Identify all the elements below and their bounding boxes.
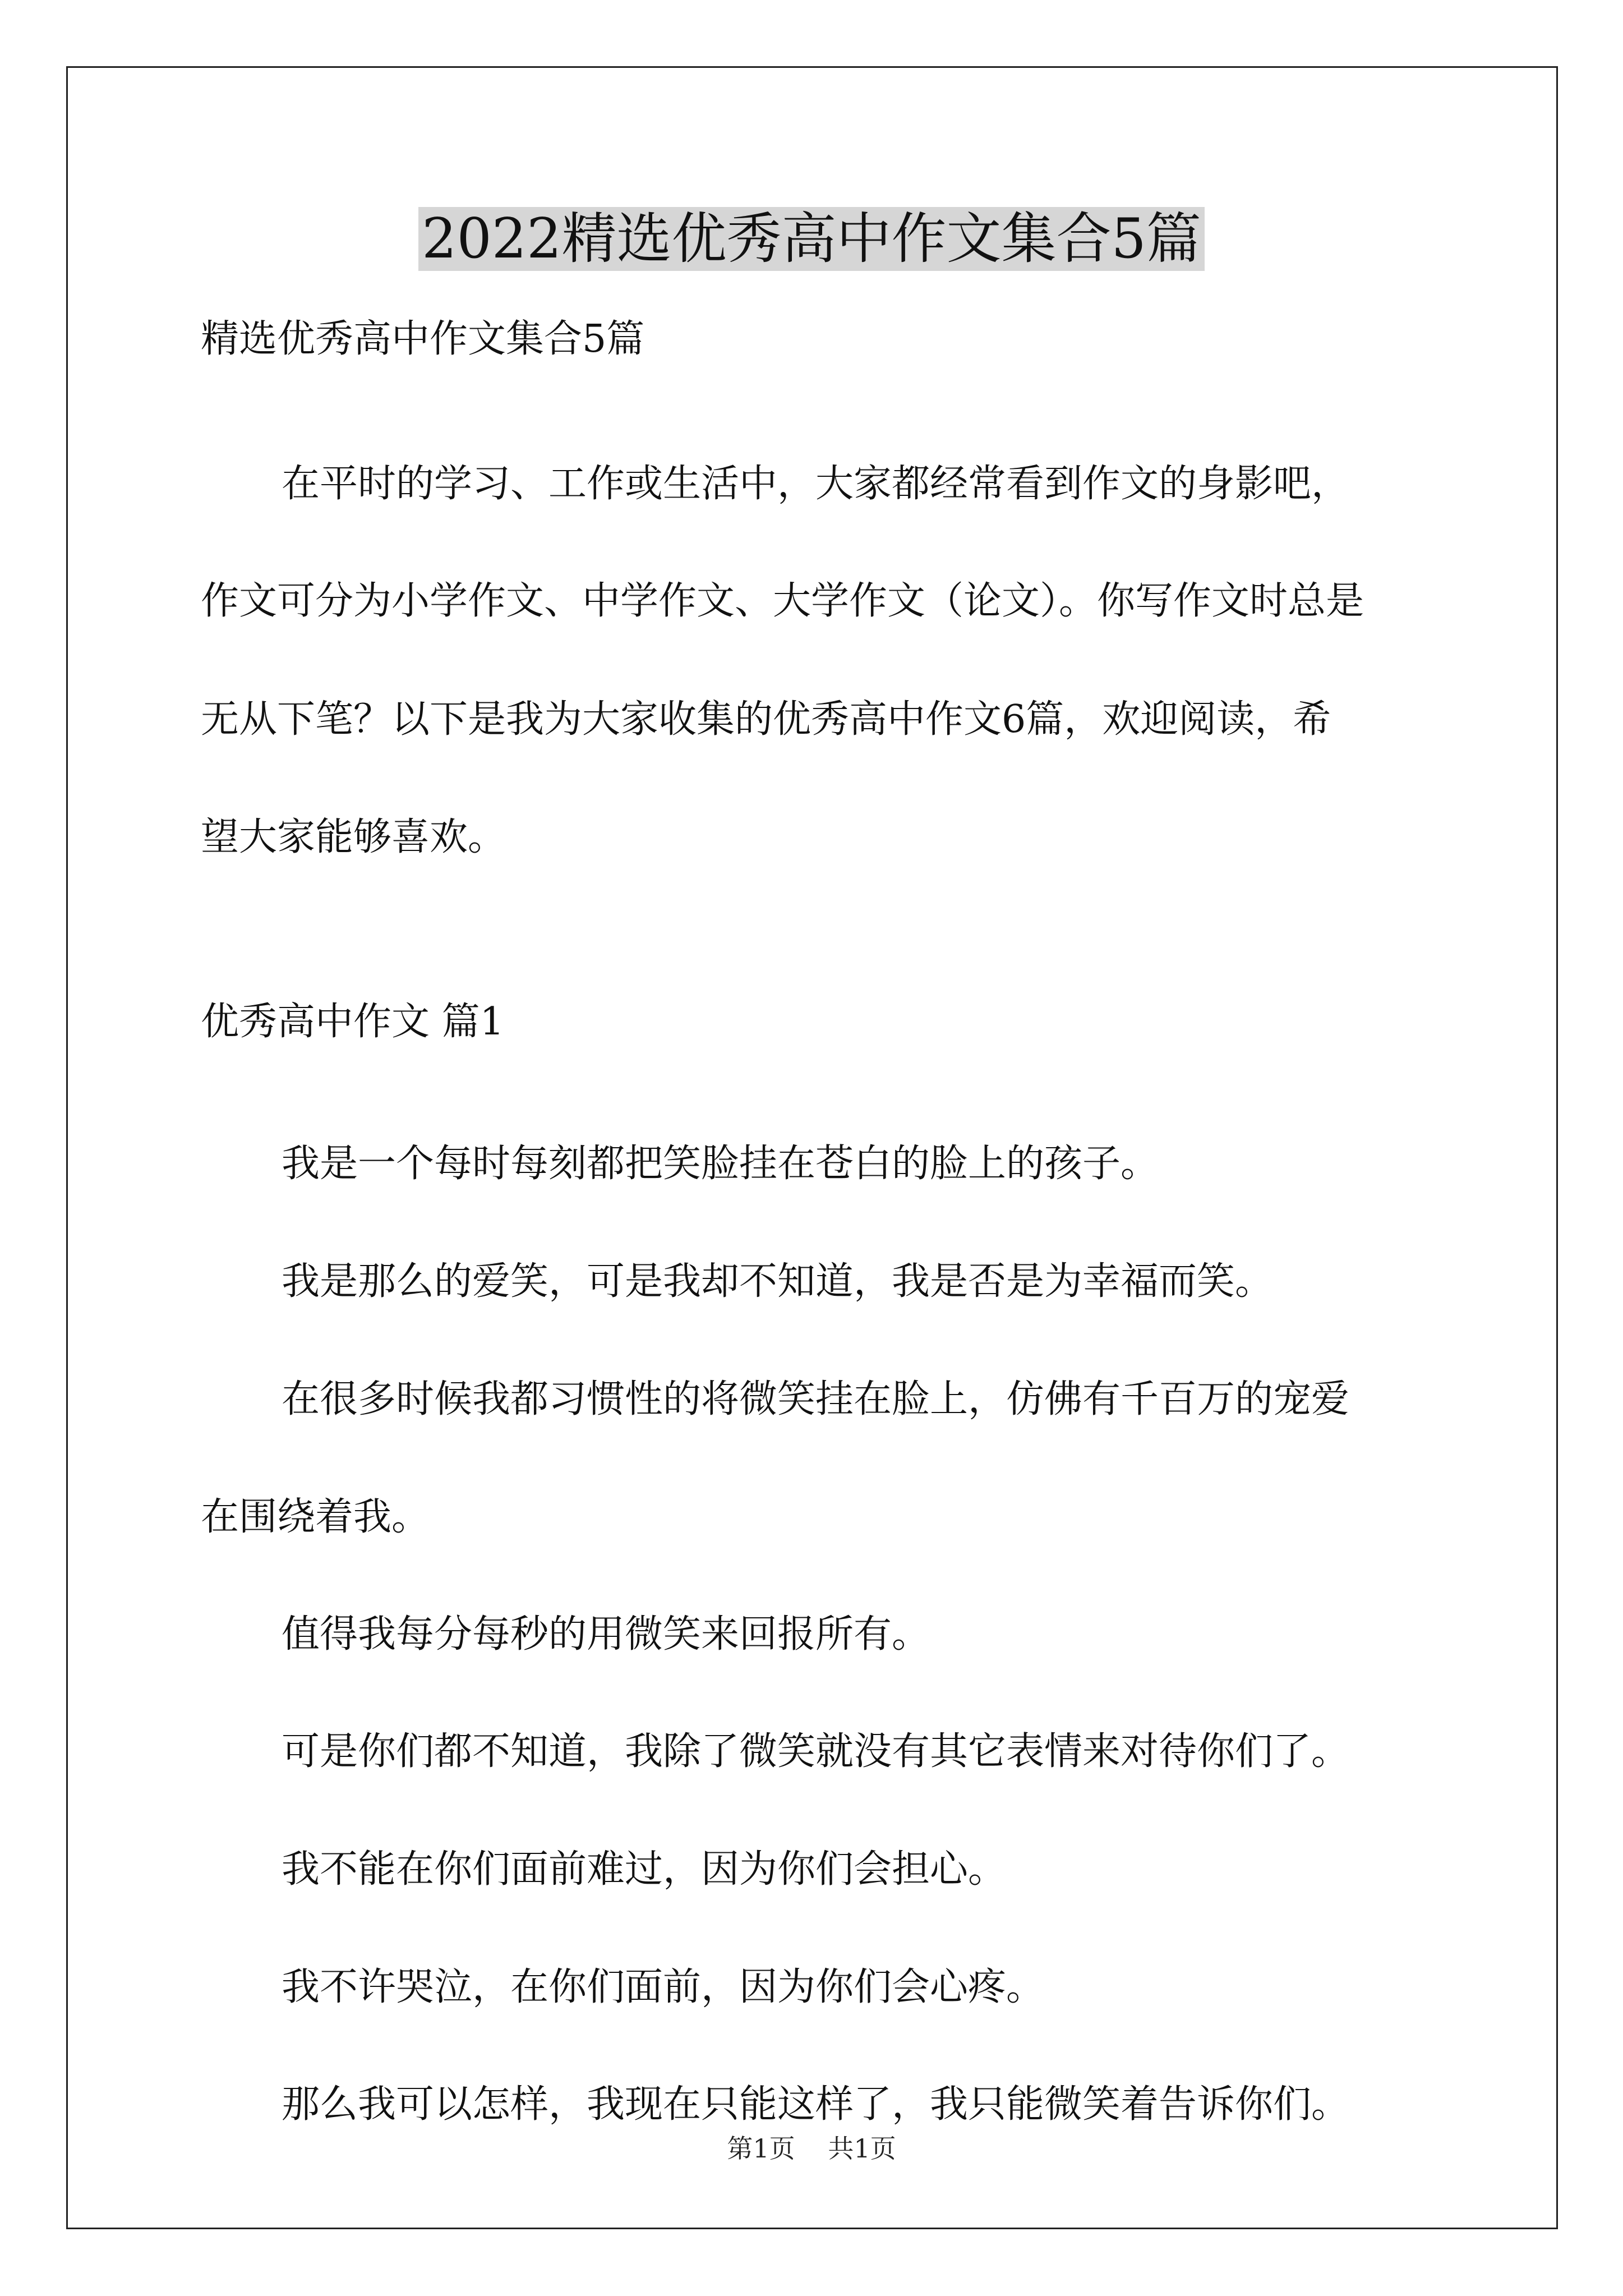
- footer-page-current: 第1页: [727, 2133, 795, 2164]
- document-title: [0, 201, 1623, 277]
- body-line-2: 我是那么的爱笑，可是我却不知道，我是否是为幸福而笑。: [282, 1259, 1274, 1304]
- body-line-6: 可是你们都不知道，我除了微笑就没有其它表情来对待你们了。: [282, 1729, 1350, 1774]
- page-footer: [0, 2132, 1623, 2165]
- intro-line-2: 作文可分为小学作文、中学作文、大学作文（论文）。你写作文时总是: [201, 579, 1364, 623]
- document-subtitle: 精选优秀高中作文集合5篇: [201, 317, 645, 361]
- body-line-5: 值得我每分每秒的用微笑来回报所有。: [282, 1612, 930, 1657]
- intro-line-4: 望大家能够喜欢。: [201, 815, 506, 859]
- intro-line-1: 在平时的学习、工作或生活中，大家都经常看到作文的身影吧，: [282, 462, 1350, 506]
- body-line-9: 那么我可以怎样，我现在只能这样了，我只能微笑着告诉你们。: [282, 2082, 1350, 2127]
- document-title-text: 2022精选优秀高中作文集合5篇: [418, 207, 1205, 271]
- body-line-3: 在很多时候我都习惯性的将微笑挂在脸上，仿佛有千百万的宠爱: [282, 1377, 1350, 1421]
- body-line-7: 我不能在你们面前难过，因为你们会担心。: [282, 1847, 1007, 1892]
- body-line-1: 我是一个每时每刻都把笑脸挂在苍白的脸上的孩子。: [282, 1142, 1159, 1186]
- section-heading: 优秀高中作文 篇1: [201, 1000, 504, 1044]
- intro-line-3: 无从下笔？以下是我为大家收集的优秀高中作文6篇，欢迎阅读，希: [201, 697, 1331, 742]
- footer-page-total: 共1页: [828, 2133, 896, 2164]
- body-line-4: 在围绕着我。: [201, 1495, 430, 1539]
- body-line-8: 我不许哭泣，在你们面前，因为你们会心疼。: [282, 1965, 1045, 2009]
